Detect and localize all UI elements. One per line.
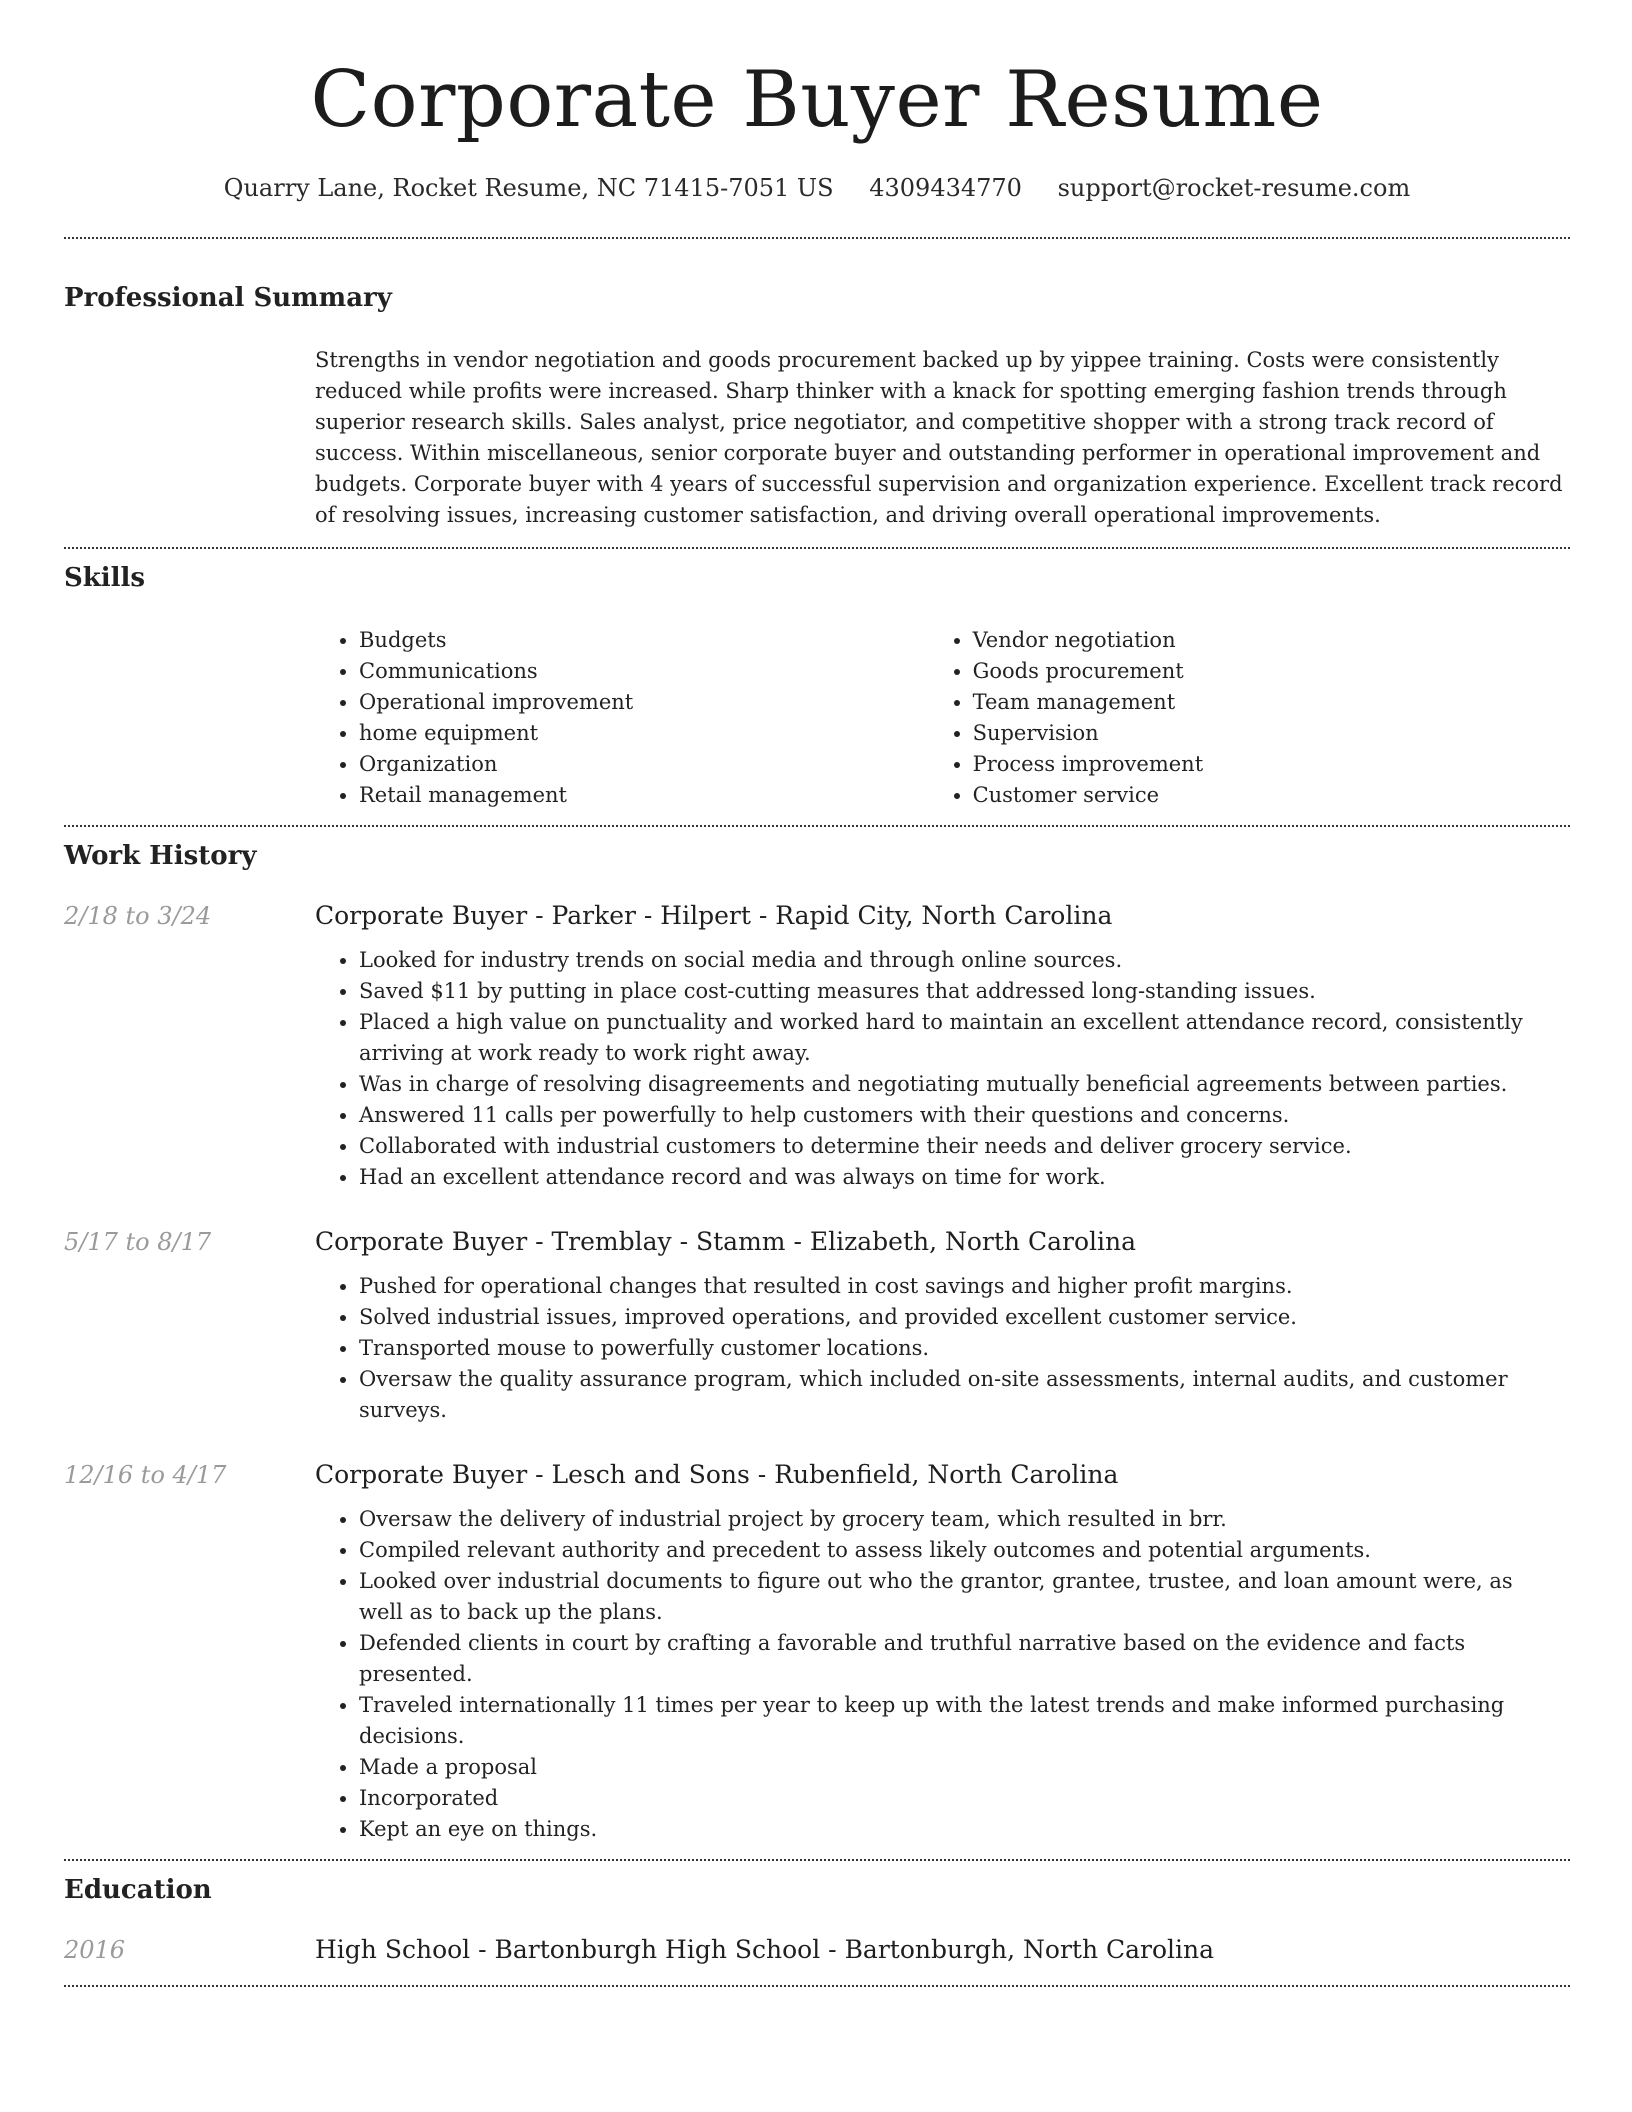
job-list: [64, 899, 1570, 1845]
job-entry: [64, 1225, 1570, 1426]
job-bullet: • Was in charge of resolving disagreements and negotiating mutually beneficial agreements between parties.: [359, 1069, 1560, 1100]
skills-columns: [315, 625, 1570, 825]
job-bullet: • Traveled internationally 11 times per year to keep up with the latest trends and make informed purchasing decisions.: [359, 1690, 1560, 1752]
skill-item: • Communications: [359, 656, 929, 687]
contact-email: support@rocket-resume.com: [1057, 174, 1411, 202]
job-bullet: • Looked over industrial documents to figure out who the grantor, grantee, trustee, and loan amount were, as well as to back up the plans.: [359, 1566, 1560, 1628]
job-bullets: [64, 945, 1570, 1193]
skills-list-left: [315, 625, 929, 811]
education-title: High School - Bartonburgh High School - Bartonburgh, North Carolina: [315, 1935, 1215, 1964]
summary-heading: Professional Summary: [64, 283, 392, 313]
skills-list-right: [929, 625, 1570, 811]
summary-text: Strengths in vendor negotiation and goods procurement backed up by yippee training. Costs were consistently reduced while profits were increased. Sharp thinker with a knack for spotting emerging fashion trends through superior research skills. Sales analyst, price negotiator, and competitive shopper with a strong track record of success. Within miscellaneous, senior corporate buyer and outstanding performer in operational improvement and budgets. Corporate buyer with 4 years of successful supervision and organization experience. Excellent track record of resolving issues, increasing customer satisfaction, and driving overall operational improvements.: [315, 348, 1563, 527]
job-bullet: • Oversaw the delivery of industrial project by grocery team, which resulted in brr.: [359, 1504, 1560, 1535]
job-header: [64, 1458, 1570, 1492]
job-bullet: • Placed a high value on punctuality and worked hard to maintain an excellent attendance record, consistently arriving at work ready to work right away.: [359, 1007, 1560, 1069]
job-bullet: • Incorporated: [359, 1783, 1560, 1814]
job-header: [64, 1225, 1570, 1259]
job-bullet: • Compiled relevant authority and precedent to assess likely outcomes and potential arguments.: [359, 1535, 1560, 1566]
skill-item: • home equipment: [359, 718, 929, 749]
work-heading: Work History: [64, 841, 257, 871]
skill-item: • Budgets: [359, 625, 929, 656]
job-dates: 12/16 to 4/17: [64, 1461, 227, 1489]
job-entry: [64, 899, 1570, 1193]
job-bullet: • Answered 11 calls per powerfully to help customers with their questions and concerns.: [359, 1100, 1560, 1131]
work-section: [64, 827, 1570, 1859]
skill-item: • Team management: [973, 687, 1570, 718]
job-title: Corporate Buyer - Tremblay - Stamm - Elizabeth, North Carolina: [315, 1227, 1136, 1256]
resume-page: [64, 0, 1570, 1987]
job-entry: [64, 1458, 1570, 1845]
job-bullets: [64, 1504, 1570, 1845]
job-bullet: • Collaborated with industrial customers to determine their needs and deliver grocery service.: [359, 1131, 1560, 1162]
job-bullet: • Saved $11 by putting in place cost-cutting measures that addressed long-standing issues.: [359, 976, 1560, 1007]
summary-section: [64, 239, 1570, 547]
job-bullet: • Kept an eye on things.: [359, 1814, 1560, 1845]
contact-address: Quarry Lane, Rocket Resume, NC 71415-7051 US: [223, 174, 834, 202]
job-bullet: • Oversaw the quality assurance program, which included on-site assessments, internal audits, and customer surveys.: [359, 1364, 1560, 1426]
job-bullet: • Transported mouse to powerfully customer locations.: [359, 1333, 1560, 1364]
job-header: [64, 899, 1570, 933]
job-bullet: • Made a proposal: [359, 1752, 1560, 1783]
job-dates: 5/17 to 8/17: [64, 1228, 212, 1256]
skills-section: [64, 549, 1570, 825]
job-bullet: • Defended clients in court by crafting a favorable and truthful narrative based on the evidence and facts presented.: [359, 1628, 1560, 1690]
skill-item: • Goods procurement: [973, 656, 1570, 687]
job-bullets: [64, 1271, 1570, 1426]
skill-item: • Vendor negotiation: [973, 625, 1570, 656]
job-bullet: • Pushed for operational changes that resulted in cost savings and higher profit margins.: [359, 1271, 1560, 1302]
job-bullet: • Looked for industry trends on social media and through online sources.: [359, 945, 1560, 976]
job-bullet: • Had an excellent attendance record and was always on time for work.: [359, 1162, 1560, 1193]
contact-line: [64, 172, 1570, 204]
education-section: [64, 1861, 1570, 1985]
skill-item: • Organization: [359, 749, 929, 780]
job-bullet: • Solved industrial issues, improved operations, and provided excellent customer service.: [359, 1302, 1560, 1333]
job-title: Corporate Buyer - Parker - Hilpert - Rapid City, North Carolina: [315, 901, 1113, 930]
skill-item: • Operational improvement: [359, 687, 929, 718]
skill-item: • Supervision: [973, 718, 1570, 749]
skills-heading: Skills: [64, 563, 146, 593]
job-dates: 2/18 to 3/24: [64, 902, 212, 930]
education-entry: [64, 1933, 1570, 1985]
resume-title: Corporate Buyer Resume: [310, 55, 1324, 145]
contact-phone: 4309434770: [869, 174, 1022, 202]
education-year: 2016: [64, 1936, 126, 1964]
skill-item: • Retail management: [359, 780, 929, 811]
job-title: Corporate Buyer - Lesch and Sons - Rubenfield, North Carolina: [315, 1460, 1119, 1489]
skill-item: • Customer service: [973, 780, 1570, 811]
divider: [64, 1985, 1570, 1987]
education-heading: Education: [64, 1875, 212, 1905]
skill-item: • Process improvement: [973, 749, 1570, 780]
